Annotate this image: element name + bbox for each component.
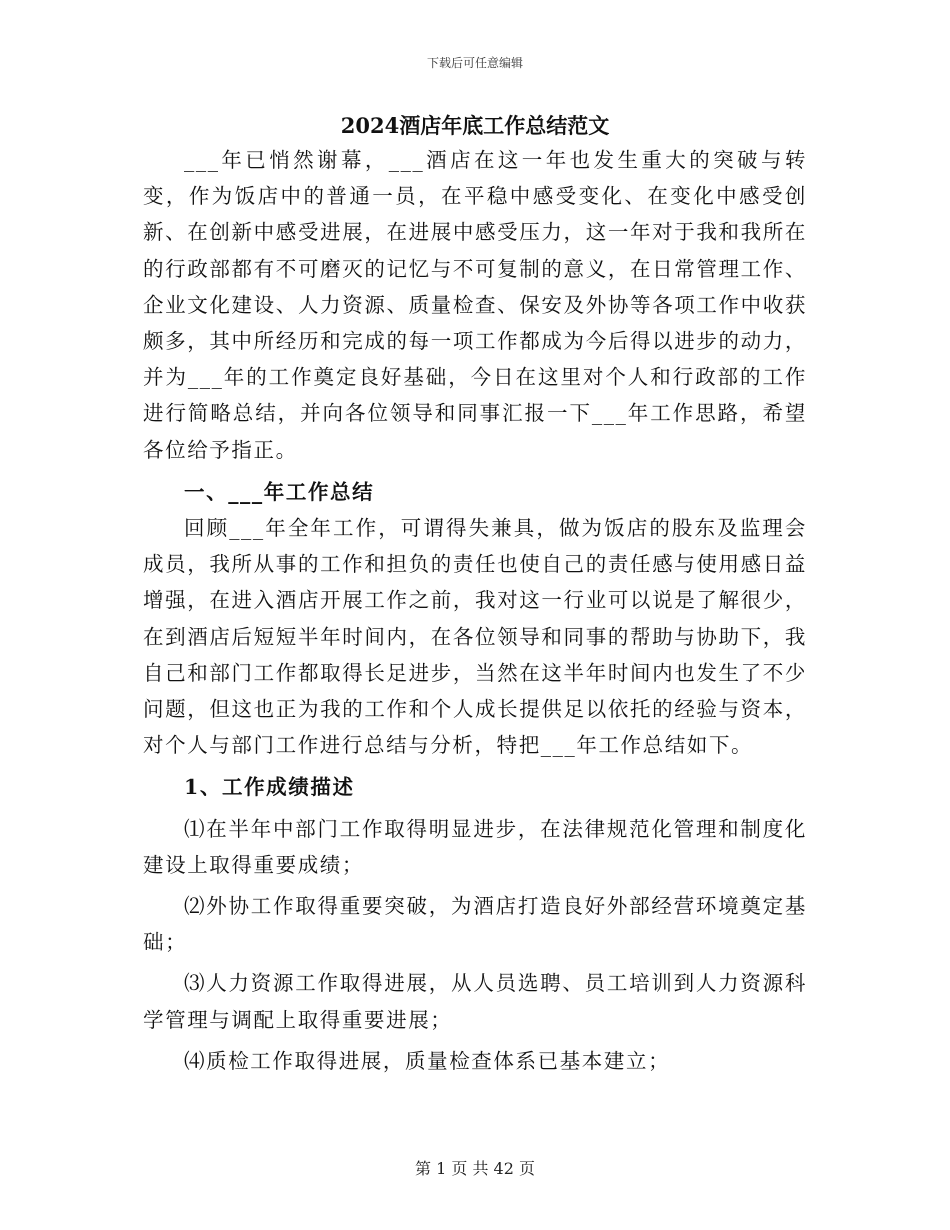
intro-paragraph: ___年已悄然谢幕，___酒店在这一年也发生重大的突破与转变，作为饭店中的普通一员，在平稳中感受变化、在变化中感受创新、在创新中感受进展，在进展中感受压力，这一年对于我和我所在的行政部都有不可磨灭的记忆与不可复制的意义，在日常管理工作、企业文化建设、人力资源、质量检查、保安及外协等各项工作中收获颇多，其中所经历和完成的每一项工作都成为今后得以进步的动力，并为___年的工作奠定良好基础，今日在这里对个人和行政部的工作进行简略总结，并向各位领导和同事汇报一下___年工作思路，希望各位给予指正。 [143,148,807,462]
achievement-item: ⑵外协工作取得重要突破，为酒店打造良好外部经营环境奠定基础； [143,894,807,955]
section-heading-1: 一、___年工作总结 [184,479,375,504]
document-body [143,110,807,1079]
section-1-paragraph: 回顾___年全年工作，可谓得失兼具，做为饭店的股东及监理会成员，我所从事的工作和担负的责任也使自己的责任感与使用感日益增强，在进入酒店开展工作之前，我对这一行业可以说是了解很少，在到酒店后短短半年时间内，在各位领导和同事的帮助与协助下，我自己和部门工作都取得长足进步，当然在这半年时间内也发生了不少问题，但这也正为我的工作和个人成长提供足以依托的经验与资本，对个人与部门工作进行总结与分析，特把___年工作总结如下。 [143,516,807,758]
achievement-item: ⑶人力资源工作取得进展，从人员选聘、员工培训到人力资源科学管理与调配上取得重要进展； [143,971,807,1032]
page-number-footer: 第 1 页 共 42 页 [415,1159,535,1178]
achievement-item: ⑷质检工作取得进展，质量检查体系已基本建立； [184,1048,671,1073]
page-header-note: 下载后可任意编辑 [426,56,523,70]
document-title: 2024酒店年底工作总结范文 [340,113,610,138]
subsection-heading-1: 1、工作成绩描述 [184,775,355,800]
achievement-item: ⑴在半年中部门工作取得明显进步，在法律规范化管理和制度化建设上取得重要成绩； [143,816,807,877]
